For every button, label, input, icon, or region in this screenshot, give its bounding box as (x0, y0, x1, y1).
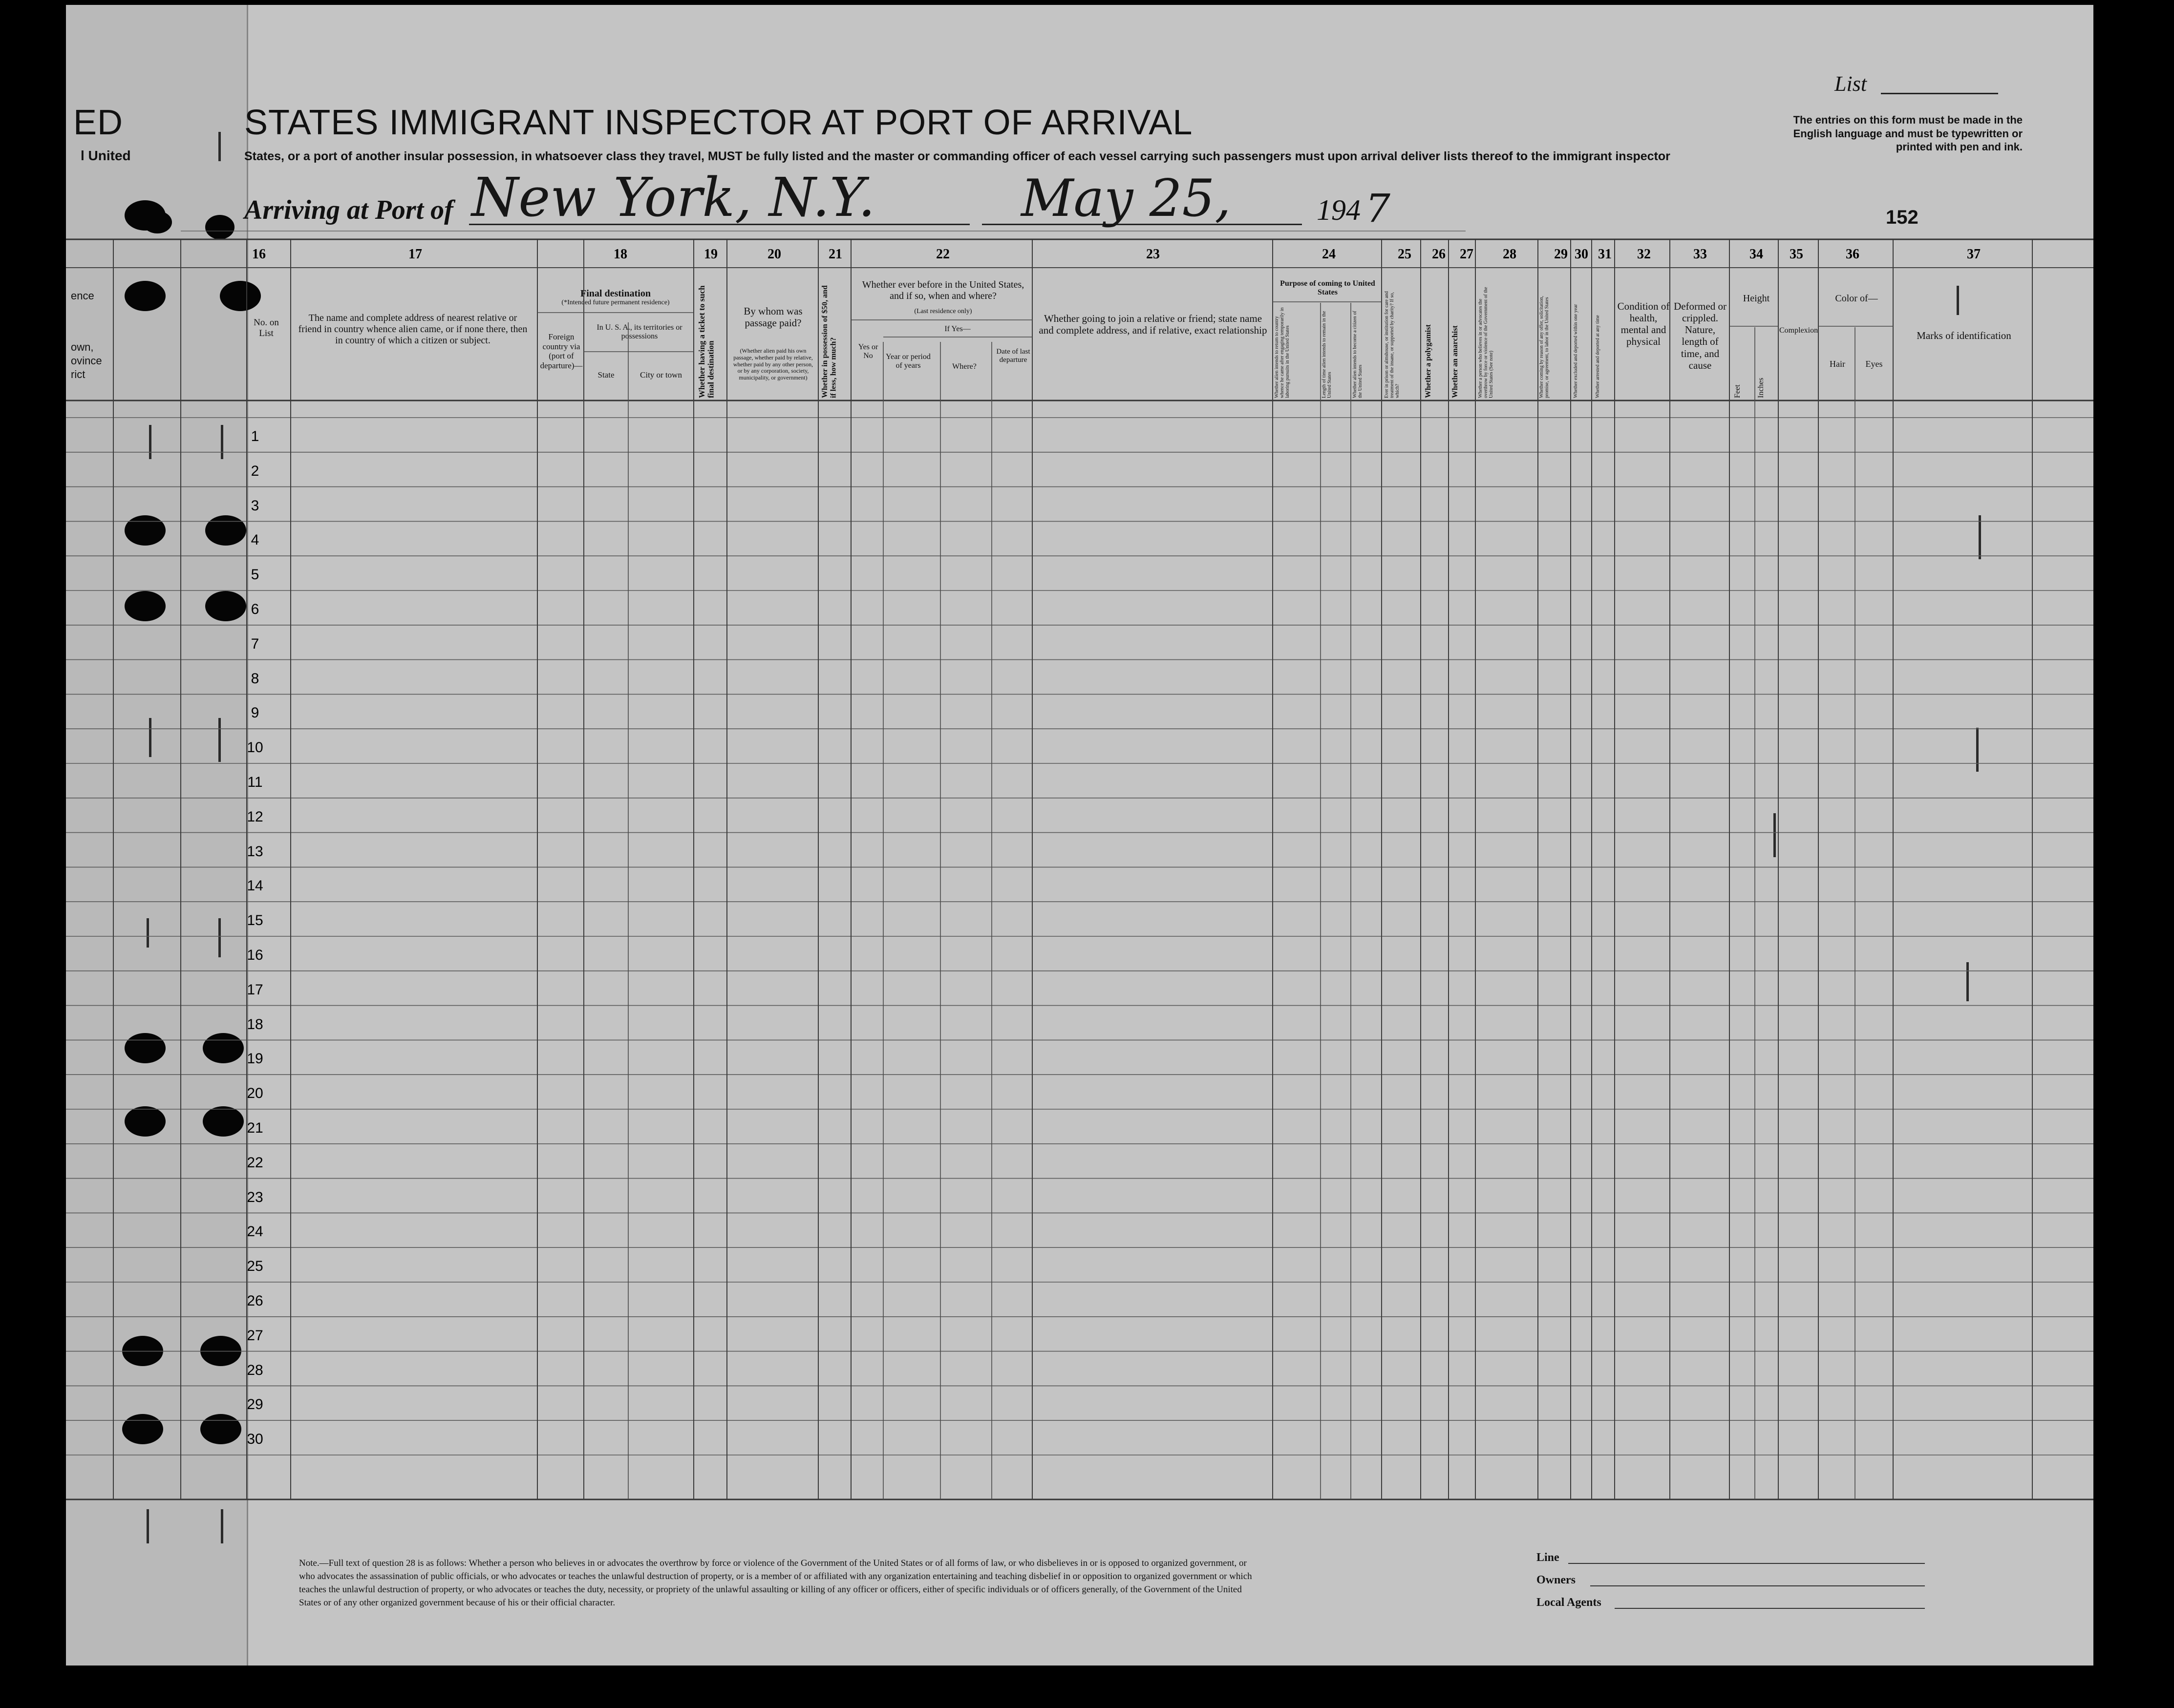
header-possession-50: Whether in possession of $50, and if less, how much? (821, 285, 838, 398)
column-number: 16 (252, 247, 266, 262)
header-in-usa: In U. S. A., its territories or possessions (597, 323, 682, 341)
row-number: 26 (247, 1293, 263, 1309)
local-agents-field (1615, 1608, 1925, 1609)
page-number: 152 (1886, 207, 1918, 228)
header-date-last-departure: Date of last departure (996, 348, 1030, 364)
question-28-note: Note.—Full text of question 28 is as follows: Whether a person who believes in or advocates the overthrow by force or violence of the Government of the United States or of all forms of law, or who disbelieves in or is opposed to organized government, or who advocates the assassination of public officials, or who advocates or teaches the unlawful destruction of property, or is a member of or affiliated with any organization entertaining and teaching disbelief in or opposition to organized government or which teaches the unlawful destruction of property, or who advocates or teaches the duty, necessity, or propriety of the unlawful assaulting or killing of any officer or officers, either of specific individuals or of officers generally, of the Government of the United States or of any other organized government because of his or their official character. (299, 1558, 1252, 1608)
subtitle-partial-left: l United (81, 148, 131, 163)
column-number: 23 (1146, 247, 1160, 262)
row-number: 17 (247, 981, 263, 998)
date-handwritten: May 25, (1021, 169, 1231, 228)
header-state: State (597, 370, 615, 380)
row-number: 8 (251, 670, 259, 687)
header-excluded: Whether excluded and deported within one year (1573, 304, 1578, 398)
row-number: 14 (247, 878, 263, 894)
header-deported: Whether arrested and deported at any time (1595, 315, 1600, 398)
header-final-destination-note: (*Intended future permanent residence) (561, 299, 670, 306)
row-number: 10 (247, 739, 263, 756)
row-number: 18 (247, 1016, 263, 1033)
column-number: 30 (1575, 247, 1588, 262)
column-number: 34 (1749, 247, 1763, 262)
header-where: Where? (952, 362, 977, 371)
row-number: 27 (247, 1327, 263, 1344)
column-number: 31 (1598, 247, 1612, 262)
row-number: 15 (247, 912, 263, 929)
left-partial-heading: ovince (71, 355, 102, 367)
row-number: 9 (251, 705, 259, 721)
form-subtitle: States, or a port of another insular possession, in whatsoever class they travel, MUST be fully listed and the master or commanding officer of each vessel carrying such passengers must upon arrival deliver lists thereof to the immigrant inspector (244, 149, 1670, 163)
header-yes-no: Yes or No (858, 343, 878, 360)
column-number: 25 (1398, 247, 1411, 262)
row-number: 24 (247, 1223, 263, 1240)
header-join-relative: Whether going to join a relative or friend; state name and complete address, and if relative, exact relationship (1039, 313, 1267, 337)
header-nearest-relative: The name and complete address of nearest relative or friend in country whence alien came, or if none there, then in country of which a citizen or subject. (298, 313, 528, 346)
year-handwritten: 7 (1365, 186, 1390, 231)
column-number: 33 (1693, 247, 1707, 262)
column-number: 20 (767, 247, 781, 262)
header-last-residence: (Last residence only) (914, 308, 972, 315)
header-eyes: Eyes (1865, 359, 1883, 369)
title-partial-left: ED (73, 103, 124, 142)
header-passage-paid: By whom was passage paid? (744, 305, 803, 329)
column-number: 29 (1554, 247, 1568, 262)
header-ticket: Whether having a ticket to such final destination (697, 285, 716, 398)
header-marks: Marks of identification (1917, 330, 2011, 341)
row-number: 20 (247, 1085, 263, 1102)
row-number: 2 (251, 463, 259, 479)
column-number: 28 (1503, 247, 1516, 262)
local-agents-label: Local Agents (1536, 1596, 1601, 1609)
header-labor-offer: Whether coming by reason of any offer, solicitation, promise, or agreement, to labor in the United States (1539, 295, 1550, 398)
column-number: 35 (1790, 247, 1803, 262)
column-number: 17 (408, 247, 422, 262)
header-purpose-citizen: Whether alien intends to become a citizen of the United States (1352, 311, 1363, 398)
list-label: List (1834, 72, 1867, 96)
header-foreign-country: Foreign country via (port of departure)— (540, 332, 583, 370)
header-anarchist: Whether an anarchist (1451, 325, 1459, 398)
header-color-of: Color of— (1835, 293, 1878, 304)
header-height: Height (1743, 293, 1770, 304)
column-number: 32 (1637, 247, 1651, 262)
line-label: Line (1536, 1551, 1559, 1564)
column-number: 21 (829, 247, 842, 262)
header-purpose: Purpose of coming to United States (1280, 279, 1375, 297)
owners-label: Owners (1536, 1574, 1576, 1586)
row-number: 30 (247, 1431, 263, 1448)
left-partial-heading: ence (71, 290, 94, 302)
row-number: 6 (251, 601, 259, 617)
header-year: Year or period of years (886, 353, 931, 370)
row-number: 28 (247, 1362, 263, 1378)
owners-field (1590, 1585, 1925, 1586)
header-complexion: Complexion (1779, 326, 1818, 335)
column-number: 22 (936, 247, 950, 262)
column-number: 26 (1432, 247, 1446, 262)
row-number: 7 (251, 635, 259, 652)
row-number: 19 (247, 1051, 263, 1067)
header-passage-paid-sub: (Whether alien paid his own passage, whether paid by relative, whether paid by any other person, or by any corporation, society, municipality, or government) (733, 347, 813, 381)
column-number: 19 (704, 247, 718, 262)
header-overthrow: Whether a person who believes in or advocates the overthrow by force or violence of the Government of the United States (See note) (1478, 287, 1494, 398)
arriving-label: Arriving at Port of (244, 195, 453, 225)
header-hair: Hair (1830, 359, 1845, 369)
column-number: 18 (614, 247, 627, 262)
left-partial-heading: own, (71, 341, 94, 353)
line-field (1568, 1563, 1925, 1564)
header-city: City or town (640, 370, 682, 380)
header-deformed: Deformed or crippled. Nature, length of time, and cause (1674, 300, 1726, 371)
row-number: 12 (247, 808, 263, 825)
column-number: 24 (1322, 247, 1336, 262)
row-number: 22 (247, 1154, 263, 1171)
row-number: 21 (247, 1120, 263, 1136)
row-number: 25 (247, 1258, 263, 1275)
year-printed: 194 (1317, 194, 1361, 226)
column-number: 37 (1967, 247, 1981, 262)
list-line (1881, 93, 1998, 94)
header-height-inches: Inches (1757, 378, 1765, 398)
header-condition: Condition of health, mental and physical (1617, 300, 1670, 348)
column-number: 27 (1460, 247, 1473, 262)
header-ever-before: Whether ever before in the United States, and if so, when and where? (862, 279, 1024, 301)
header-no-on-list: No. on List (254, 317, 279, 338)
row-number: 3 (251, 497, 259, 514)
header-final-destination: Final destination (580, 288, 651, 299)
row-number: 13 (247, 843, 263, 860)
list-instructions: The entries on this form must be made in the English language and must be typewritten or printed with pen and ink. (1793, 114, 2023, 153)
header-purpose-return: Whether alien intends to return to country whence he came after engaging temporarily in laboring pursuits in the United States (1274, 307, 1290, 398)
row-number: 11 (247, 774, 263, 790)
column-number: 36 (1846, 247, 1859, 262)
header-height-feet: Feet (1733, 384, 1742, 398)
header-if-yes: If Yes— (944, 325, 971, 333)
row-number: 16 (247, 947, 263, 963)
header-prison: Ever in prison or almshouse, or institution for care and treatment of the insane, or supported by charity? If so, which? (1384, 291, 1400, 398)
row-number: 4 (251, 532, 259, 548)
header-purpose-length: Length of time alien intends to remain in the United States (1321, 311, 1332, 398)
form-title: STATES IMMIGRANT INSPECTOR AT PORT OF ARRIVAL (244, 103, 1193, 142)
left-partial-heading: rict (71, 368, 85, 380)
row-number: 5 (251, 567, 259, 583)
row-number: 1 (251, 428, 259, 444)
port-handwritten: New York, N.Y. (471, 166, 875, 229)
header-polygamist: Whether a polygamist (1424, 324, 1432, 398)
row-number: 23 (247, 1189, 263, 1205)
row-number: 29 (247, 1396, 263, 1413)
